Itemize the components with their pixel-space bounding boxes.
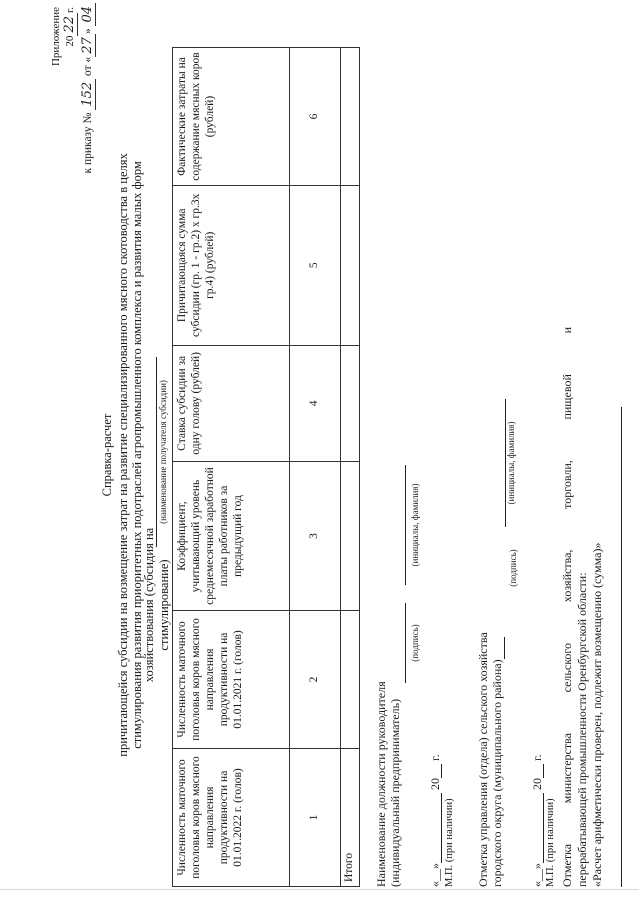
title-line-2: причитающейся субсидии на возмещение затрат на развитие специализированного мясного скотоводства в целях (116, 153, 130, 757)
column-header: Численность маточного поголовья коров мясного направления продуктивности на 01.01.2021 г. (голов) (173, 610, 290, 748)
signature-caption: (подпись) (410, 624, 420, 662)
municipal-initials-line (492, 399, 506, 527)
head-position-block (374, 681, 403, 887)
head-signature-line (392, 603, 406, 683)
total-label: Итого (341, 748, 360, 886)
column-header: Ставка субсидии за одну голову (рублей) (173, 345, 290, 462)
recipient-caption: (наименование получателя субсидии) (158, 380, 168, 524)
title-line-4: хозяйствования (субсидия на стимулирование) (142, 527, 171, 683)
column-header: Причитающаяся сумма субсидии (гр. 1 - гр.2) х гр.3х гр.4) (рублей) (173, 186, 290, 345)
table-cell (341, 462, 360, 611)
municipal-mark-line-1: Отметка управления (отдела) сельского хозяйства (476, 632, 490, 887)
table-row (290, 48, 341, 887)
municipal-stamp-note: М.П. (при наличии) (545, 798, 556, 887)
ministry-mark-line-3: «Расчет арифметически проверен, подлежит возмещению (сумма)» (590, 542, 604, 887)
appendix-year-handwritten: 22 (62, 13, 78, 36)
appendix-header (50, 7, 78, 89)
column-number: 4 (290, 345, 341, 462)
column-header: Фактические затраты на содержание мясных коров (рублей) (173, 48, 290, 186)
column-header: Коэффициент, учитывающий уровень среднемесячной заработной платы работников за предыдущий год (173, 462, 290, 611)
order-reference: к приказу № 152 от «27» 04 (80, 3, 96, 265)
column-number: 5 (290, 186, 341, 345)
signature-caption: (подпись) (508, 549, 518, 587)
document-title: Справка-расчет (100, 413, 114, 497)
head-position-title: Наименование должности руководителя (374, 681, 388, 887)
order-number-handwritten: 152 (80, 79, 96, 110)
initials-caption: (инициалы, фамилия) (410, 483, 420, 567)
head-position-subtitle: (индивидуальный предприниматель) (388, 698, 403, 887)
column-header: Численность маточного поголовья коров мясного направления продуктивности на 01.01.2022 г. (голов) (173, 748, 290, 886)
column-number: 1 (290, 748, 341, 886)
recipient-name-line (156, 357, 157, 547)
ministry-mark-line-2: перерабатывающей промышленности Оренбургской области: (575, 572, 589, 887)
table-total-row (341, 48, 360, 887)
appendix-year: 2022г. (61, 7, 77, 47)
appendix-label: Приложение (50, 7, 62, 67)
head-stamp-note: М.П. (при наличии) (444, 798, 455, 887)
head-date: «__» 20 г. (428, 754, 442, 887)
title-line-3: стимулирования развития приоритетных подотраслей агропромышленного комплекса и развития малых форм (130, 161, 144, 749)
subsidy-table (172, 47, 360, 887)
table-cell (341, 186, 360, 345)
column-number: 6 (290, 48, 341, 186)
table-cell (341, 610, 360, 748)
table-cell (341, 48, 360, 186)
municipal-date: «__» 20 г. (530, 754, 544, 887)
municipal-mark-line-2: городского округа (муниципального района) (490, 632, 504, 887)
municipal-mark-block (476, 632, 505, 887)
initials-caption: (инициалы, фамилия) (506, 421, 516, 505)
ministry-amount-line (608, 407, 622, 887)
head-initials-line (392, 465, 406, 585)
table-cell (341, 345, 360, 462)
column-number: 2 (290, 610, 341, 748)
table-header-row (173, 48, 290, 887)
order-day-handwritten: 27 (80, 34, 96, 57)
ministry-mark-line-1: Отметка министерства сельского хозяйства, торговли, пищевой и (560, 327, 574, 887)
column-number: 3 (290, 462, 341, 611)
order-month-handwritten: 04 (80, 3, 96, 26)
